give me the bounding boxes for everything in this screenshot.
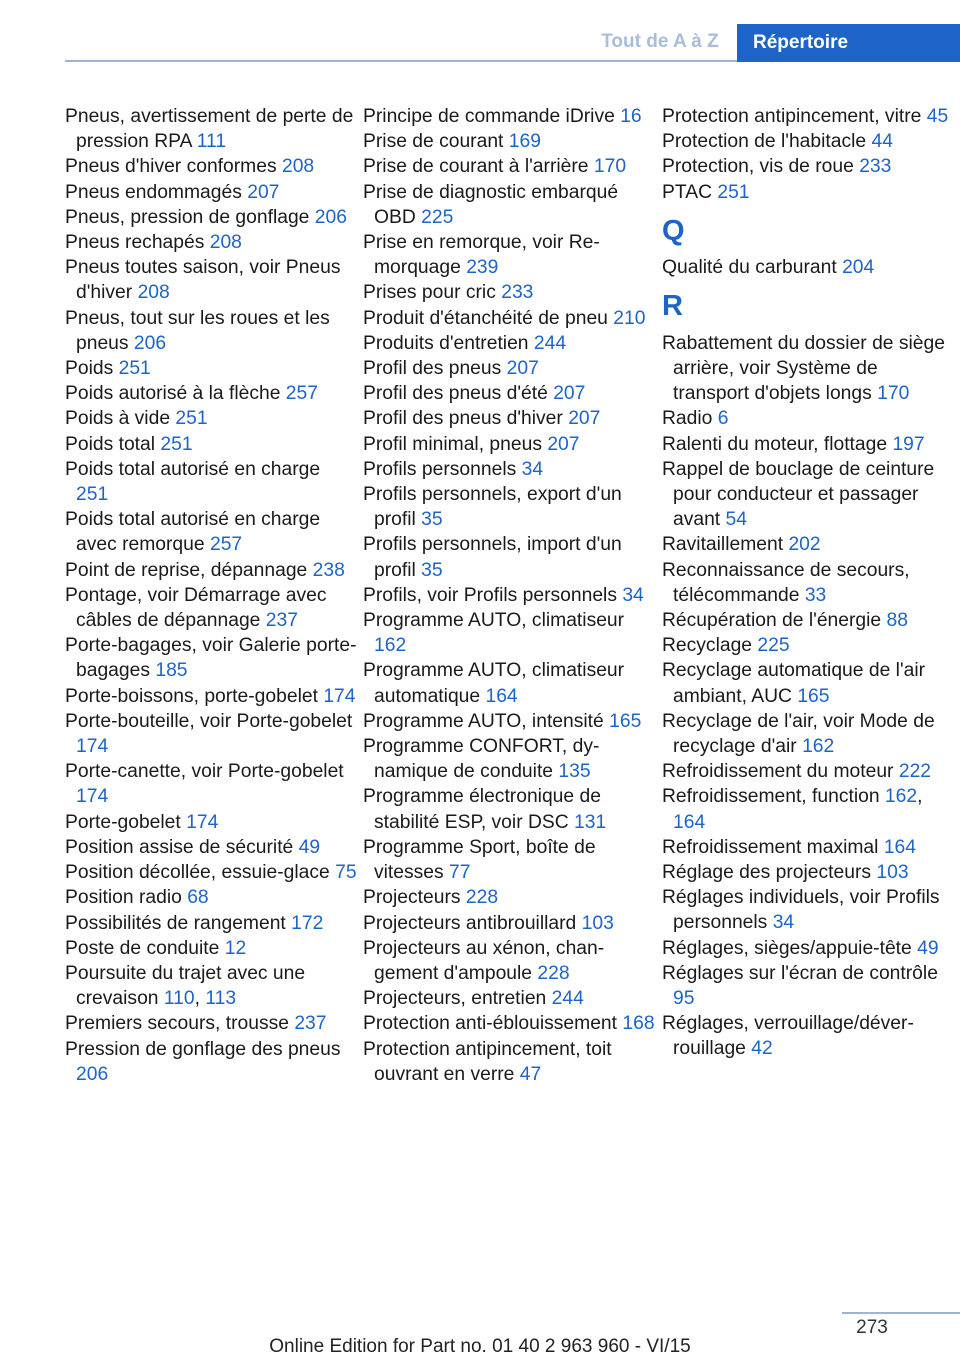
page-link[interactable]: 110 (163, 988, 195, 1010)
index-entry (65, 255, 357, 305)
index-entry-term: Projecteurs (363, 887, 461, 909)
index-entry-term: Projecteurs, entretien (363, 988, 547, 1010)
page-link[interactable]: 208 (209, 232, 242, 254)
index-entry-term: Recyclage de l'air, voir Mode de recyclage d'air (662, 710, 935, 758)
index-entry (363, 911, 655, 936)
index-entry (662, 406, 958, 431)
index-entry-term: Programme Sport, boîte de vitesses (363, 836, 596, 884)
page-link[interactable]: 204 (842, 257, 875, 279)
page-link[interactable]: 34 (521, 458, 544, 480)
index-entry-term: Réglages, sièges/appuie-tête (662, 937, 912, 959)
index-entry (65, 1011, 357, 1036)
index-entry-term: Ralenti du moteur, flottage (662, 433, 888, 455)
index-entry-term: Porte-bagages, voir Galerie porte-bagages (65, 635, 357, 682)
index-entry (65, 104, 357, 154)
index-entry (363, 482, 655, 532)
page-link[interactable]: 103 (876, 862, 909, 884)
page-link[interactable]: 251 (717, 181, 750, 203)
index-entry (65, 356, 357, 381)
page-link[interactable]: 207 (547, 433, 580, 455)
index-entry-term: Recyclage (662, 635, 753, 657)
index-column-2 (363, 104, 655, 1087)
index-entry-term: Rappel de bouclage de ceinture pour conducteur et passager avant (662, 458, 935, 531)
index-entry (65, 1037, 357, 1087)
page-link[interactable]: 251 (76, 484, 109, 506)
index-entry (65, 835, 357, 860)
index-entry-term: Programme CONFORT, dynamique de conduite (363, 736, 600, 783)
index-entry (65, 885, 357, 910)
page-link[interactable]: 45 (926, 106, 949, 127)
page-link[interactable]: 197 (892, 433, 925, 455)
index-entry (363, 154, 655, 179)
page-link[interactable]: 251 (160, 433, 193, 455)
index-letter-heading: Q (662, 214, 685, 247)
index-column-3 (662, 104, 958, 1062)
index-entry (662, 558, 958, 608)
index-entry (65, 684, 357, 709)
index-entry-term: Poids total autorisé en charge (65, 458, 321, 480)
page-link[interactable]: 228 (465, 887, 499, 909)
index-entry-term: Profils personnels, export d'un profil (363, 484, 622, 531)
index-entry (662, 255, 958, 280)
index-entry (65, 306, 357, 356)
index-entry-term: Récupération de l'énergie (662, 610, 882, 632)
page-link[interactable]: 228 (537, 962, 570, 984)
index-entry (363, 709, 655, 734)
index-entry (363, 1037, 655, 1087)
index-entry-term: Principe de commande iDrive (363, 106, 615, 127)
page-link[interactable]: 237 (294, 1013, 327, 1035)
index-entry-term: Pneus d'hiver conformes (65, 156, 277, 178)
index-entry-term: Réglages, verrouillage/déverrouillage (662, 1013, 914, 1060)
page-link[interactable]: 170 (593, 156, 627, 178)
page-link[interactable]: 208 (137, 282, 170, 304)
page-link[interactable]: 206 (314, 206, 347, 228)
page-link[interactable]: 222 (898, 761, 932, 783)
index-entry (662, 860, 958, 885)
index-entry-term: Refroidissement du moteur (662, 761, 894, 783)
index-entry-term: Prise de diagnostic embarqué OBD (363, 181, 619, 228)
page-link[interactable]: 207 (506, 358, 539, 380)
index-entry-term: PTAC (662, 181, 712, 203)
index-entry-term: Refroidissement maximal (662, 836, 879, 858)
index-entry (65, 810, 357, 835)
index-entry (662, 104, 958, 129)
index-entry-term: Position radio (65, 887, 182, 909)
index-entry-term: Protection antipincement, toit ouvrant en verre (363, 1038, 612, 1085)
index-entry: Refroidissement, function 162, 164 (662, 786, 923, 833)
index-column-1 (65, 104, 357, 1087)
index-entry-term: Porte-gobelet (65, 811, 181, 833)
index-entry-term: Réglages individuels, voir Profils personnels (662, 887, 940, 934)
page-link[interactable]: 6 (717, 408, 729, 430)
page-link[interactable]: 12 (224, 937, 247, 959)
page-link[interactable]: 174 (76, 786, 109, 808)
page-link[interactable]: 33 (804, 584, 827, 606)
index-entry-term: Prises pour cric (363, 282, 496, 304)
page-link[interactable]: 164 (673, 811, 706, 833)
page-link[interactable]: 49 (298, 836, 321, 858)
index-entry (363, 608, 655, 658)
page-link[interactable]: 210 (613, 307, 646, 329)
index-entry-term: Protection, vis de roue (662, 156, 854, 178)
page-link[interactable]: 207 (553, 383, 586, 405)
index-entry-term: Possibilités de rangement (65, 912, 286, 934)
page-link[interactable]: 111 (196, 131, 227, 153)
index-entry-term: Profils personnels (363, 458, 517, 480)
page-link[interactable]: 257 (285, 383, 318, 405)
index-entry: Poursuite du trajet avec une crevaison 110, 113 (65, 962, 306, 1010)
page-link[interactable]: 75 (335, 862, 357, 884)
page-link[interactable]: 233 (859, 156, 892, 178)
page-link[interactable]: 88 (886, 610, 908, 632)
index-entry-term: Profils, voir Profils personnels (363, 584, 617, 606)
page-link[interactable]: 206 (76, 1063, 109, 1085)
index-entry-term: Profil des pneus (363, 358, 502, 380)
page-link[interactable]: 162 (802, 736, 835, 758)
index-entry-term: Programme AUTO, climatiseur automatique (363, 660, 625, 707)
page-link[interactable]: 172 (291, 912, 324, 934)
page-link[interactable]: 207 (568, 408, 601, 430)
index-entry (363, 583, 655, 608)
index-entry (65, 457, 357, 507)
index-entry (363, 734, 655, 784)
index-entry (363, 381, 655, 406)
index-entry-term: Protection anti-éblouissement (363, 1013, 618, 1035)
index-entry-term: Profil des pneus d'été (363, 383, 548, 405)
page-link[interactable]: 206 (133, 332, 167, 354)
page-link[interactable]: 34 (772, 912, 795, 934)
index-entry (662, 331, 958, 407)
page-link[interactable]: 95 (673, 988, 695, 1010)
page-link[interactable]: 239 (466, 257, 499, 279)
page-link[interactable]: 34 (622, 584, 644, 606)
index-entry-term: Pontage, voir Démarrage avec câbles de dépannage (65, 584, 327, 632)
index-entry-term: Reconnaissance de secours, télécommande (662, 559, 910, 606)
index-entry-term: Poste de conduite (65, 937, 220, 959)
index-entry-term: Position assise de sécurité (65, 836, 294, 858)
index-entry-term: Poids total autorisé en charge avec remorque (65, 509, 321, 556)
page-link[interactable]: 257 (209, 534, 243, 556)
index-entry-term: Réglage des projecteurs (662, 862, 872, 884)
page-link[interactable]: 162 (374, 635, 407, 657)
tab-repertoire[interactable]: Répertoire (737, 24, 960, 62)
page-link[interactable]: 225 (757, 635, 790, 657)
index-entry-term: Prise de courant à l'arrière (363, 156, 589, 178)
index-entry (65, 154, 357, 179)
index-entry (65, 911, 357, 936)
page-link[interactable]: 185 (155, 660, 188, 682)
index-entry (65, 180, 357, 205)
index-entry (363, 936, 655, 986)
index-entry-term: Programme électronique de stabilité ESP, voir DSC (363, 786, 601, 833)
index-entry (363, 457, 655, 482)
page-link[interactable]: 207 (247, 181, 280, 203)
index-entry (65, 205, 357, 230)
index-entry (363, 885, 655, 910)
index-entry (65, 633, 357, 683)
index-entry (363, 532, 655, 582)
page-link[interactable]: 16 (620, 106, 642, 127)
page-link[interactable]: 251 (175, 408, 208, 430)
page-link[interactable]: 251 (118, 358, 151, 380)
page-link[interactable]: 164 (485, 685, 518, 707)
index-entry-term: Pneus toutes saison, voir Pneus d'hiver (65, 257, 341, 304)
index-entry-term: Poids autorisé à la flèche (65, 383, 281, 405)
page-link[interactable]: 233 (501, 282, 534, 304)
page-link[interactable]: 244 (551, 988, 584, 1010)
index-entry (662, 658, 958, 708)
index-entry (662, 608, 958, 633)
index-entry (363, 986, 655, 1011)
footer-edition-text: Online Edition for Part no. 01 40 2 963 960 - VI/15 (269, 1336, 691, 1357)
index-entry (65, 759, 357, 809)
page-link[interactable]: 238 (312, 559, 345, 581)
index-entry (363, 406, 655, 431)
index-entry-term: Refroidissement, function (662, 786, 880, 808)
index-entry (65, 432, 357, 457)
index-entry-term: Ravitaillement (662, 534, 784, 556)
index-entry (662, 129, 958, 154)
index-entry (363, 835, 655, 885)
index-entry (363, 1011, 655, 1036)
page-number-rule (842, 1312, 960, 1314)
page-link[interactable]: 162 (884, 786, 918, 808)
index-entry-term: Projecteurs antibrouillard (363, 912, 577, 934)
index-entry (662, 633, 958, 658)
page-link[interactable]: 103 (581, 912, 614, 934)
index-entry (65, 381, 357, 406)
index-entry (662, 759, 958, 784)
index-entry (662, 432, 958, 457)
page-link[interactable]: 42 (751, 1038, 773, 1060)
page-link[interactable]: 202 (788, 534, 821, 556)
index-entry-term: Porte-bouteille, voir Porte-gobelet (65, 710, 353, 732)
index-entry (65, 558, 357, 583)
page-link[interactable]: 47 (519, 1063, 542, 1085)
index-entry (363, 356, 655, 381)
index-entry-term: Produit d'étanchéité de pneu (363, 307, 608, 329)
index-entry (65, 583, 357, 633)
index-entry-term: Qualité du carburant (662, 257, 837, 279)
page-link[interactable]: 174 (76, 736, 109, 758)
page-link[interactable]: 77 (449, 862, 471, 884)
index-entry-term: Poids total (65, 433, 156, 455)
index-entry (363, 306, 655, 331)
index-entry (662, 835, 958, 860)
index-entry-term: Porte-canette, voir Porte-gobelet (65, 761, 344, 783)
index-entry (65, 709, 357, 759)
page-link[interactable]: 174 (323, 685, 356, 707)
index-entry (65, 406, 357, 431)
index-entry-term: Programme AUTO, climatiseur (363, 610, 625, 632)
index-entry (65, 936, 357, 961)
page-link[interactable]: 168 (622, 1013, 655, 1035)
page-link[interactable]: 49 (917, 937, 939, 959)
index-entry (662, 154, 958, 179)
index-entry-term: Projecteurs au xénon, changement d'ampoule (363, 937, 605, 984)
page-link[interactable]: 165 (609, 710, 642, 732)
index-entry-term: Porte-boissons, porte-gobelet (65, 685, 318, 707)
index-entry (363, 331, 655, 356)
index-entry (363, 432, 655, 457)
index-entry-term: Poursuite du trajet avec une crevaison (65, 962, 306, 1010)
page-link[interactable]: 44 (871, 131, 893, 153)
page-link[interactable]: 135 (558, 761, 591, 783)
index-entry (662, 1011, 958, 1061)
page-link[interactable]: 225 (421, 206, 454, 228)
page-link[interactable]: 113 (205, 988, 237, 1010)
page-link[interactable]: 169 (508, 131, 541, 153)
index-letter-heading: R (662, 290, 683, 323)
index-entry (363, 784, 655, 834)
page-number: 273 (856, 1317, 888, 1338)
index-entry-term: Profils personnels, import d'un profil (363, 534, 622, 581)
page-link[interactable]: 35 (421, 509, 443, 531)
index-entry-term: Protection de l'habitacle (662, 131, 867, 153)
index-entry-term: Position décollée, essuie-glace (65, 862, 330, 884)
index-entry-term: Radio (662, 408, 713, 430)
index-entry-term: Poids (65, 358, 114, 380)
index-entry-term: Pneus endommagés (65, 181, 242, 203)
index-entry-term: Profil minimal, pneus (363, 433, 542, 455)
index-entry-term: Rabattement du dossier de siège arrière, voir Système de transport d'objets longs (662, 332, 945, 405)
index-entry (65, 230, 357, 255)
index-entry (662, 180, 958, 205)
index-entry-term: Prise de courant (363, 131, 504, 153)
page-link[interactable]: 170 (877, 383, 910, 405)
index-entry-term: Pneus, pression de gonflage (65, 206, 310, 228)
page-link[interactable]: 68 (187, 887, 209, 909)
index-entry (662, 709, 958, 759)
page-link[interactable]: 208 (281, 156, 315, 178)
index-entry (662, 885, 958, 935)
index-entry (363, 280, 655, 305)
index-entry (363, 129, 655, 154)
index-entry-term: Pneus, avertissement de perte de pression RPA (65, 106, 354, 153)
index-entry-term: Réglages sur l'écran de contrôle (662, 962, 938, 984)
index-entry-term: Prise en remorque, voir Remorquage (363, 232, 600, 279)
index-entry-term: Programme AUTO, intensité (363, 710, 604, 732)
index-entry (363, 658, 655, 708)
index-entry-term: Pression de gonflage des pneus (65, 1038, 341, 1060)
index-entry-term: Pneus, tout sur les roues et les pneus (65, 307, 330, 354)
page-link[interactable]: 244 (533, 332, 567, 354)
page-link[interactable]: 174 (186, 811, 219, 833)
page-link[interactable]: 131 (574, 811, 607, 833)
index-entry (662, 457, 958, 533)
index-entry-term: Poids à vide (65, 408, 171, 430)
index-entry-term: Produits d'entretien (363, 332, 529, 354)
tab-tout-de-a-a-z[interactable]: Tout de A à Z (601, 31, 719, 52)
index-entry-term: Pneus rechapés (65, 232, 205, 254)
index-entry-term: Protection antipincement, vitre (662, 106, 922, 127)
page-link[interactable]: 237 (265, 610, 298, 632)
index-entry (662, 936, 958, 961)
index-entry (662, 961, 958, 1011)
index-entry-term: Premiers secours, trousse (65, 1013, 289, 1035)
index-entry (363, 180, 655, 230)
index-entry-term: Profil des pneus d'hiver (363, 408, 563, 430)
index-entry-term: Point de reprise, dépannage (65, 559, 308, 581)
page-link[interactable]: 54 (725, 509, 747, 531)
page-link[interactable]: 35 (421, 559, 443, 581)
index-entry (363, 104, 655, 129)
index-entry (65, 860, 357, 885)
index-entry (363, 230, 655, 280)
index-entry-term: Recyclage automatique de l'air ambiant, AUC (662, 660, 926, 707)
index-entry (65, 507, 357, 557)
page-link[interactable]: 164 (883, 836, 916, 858)
page-link[interactable]: 165 (797, 685, 830, 707)
index-entry (662, 532, 958, 557)
